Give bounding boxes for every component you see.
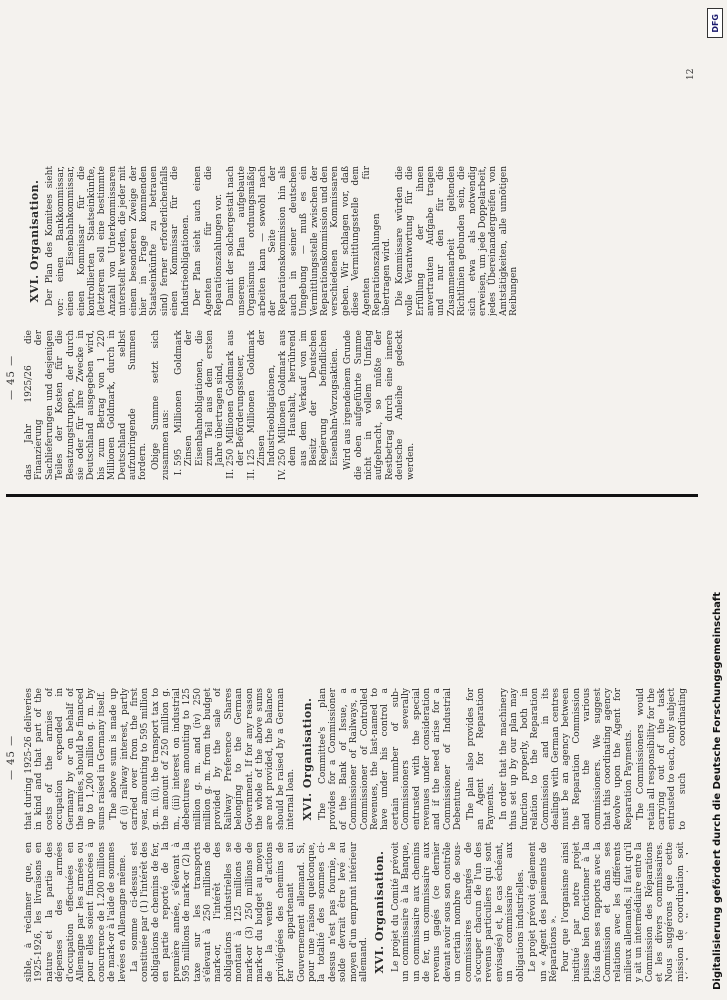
- german-paragraph-2: Obige Summe setzt sich zusammen aus:: [150, 330, 172, 480]
- list-item: IV. 250 Millionen Goldmark aus dem Haushalt, herrührend aus dem Verkauf von im Besitz der Deutschen Regierung befindlichen Eisenbahn-Vorzugsaktien.: [278, 330, 340, 466]
- english-heading: XVI. Organisation.: [300, 697, 314, 821]
- french-paragraph-2: La somme ci-dessus est constituée par (1) l'intérêt des obligations de chemins de fer, en partie reporté de la première année, s'élevant à 595 millions de mark-or (2) la taxe sur les transports s'élevant à 250 millions de mark-or, l'intérêt des obligations industrielles se montant à 125 millions de mark-or (3) 250 millions de mark-or du budget au moyen de la vente d'actions privilégiées des chemins de fer appartenant au Gouvernement allemand. Si, pour une raison quelconque, la totalité des sommes ci-dessus n'est pas fournie, le solde devrait être levé au moyen d'un emprunt intérieur allemand.: [130, 842, 369, 982]
- english-paragraph-4: The plan also provides for an Agent for Reparation Payments.: [465, 688, 497, 830]
- english-paragraph-5: In order that the machinery thus set up by our plan may function properly, both in relation to the Reparation Commission and in its dealings with German centres must be an agency between the Reparation Commission and the various commissioners. We suggest that this coordinating agency devolve upon the Agent for Reparation Payments.: [498, 688, 634, 830]
- french-paragraph-3: Le projet du Comité prévoit un commissaire à la Banque, un commissaire aux chemins de fer, un commissaire aux revenus gagés (ce dernier devant avoir sous son contrôle un certain nombre de sous-commissaires chargés de s'occuper chacun de l'un des revenus particuliers qui sont envisagés) et, le cas échéant, un commissaire aux obligations industrielles.: [390, 842, 526, 982]
- dfg-logo-text: DFG: [710, 13, 720, 33]
- english-column: [24, 688, 688, 830]
- german-paragraph-7: Die Kommissare würden die volle Verantwortung für die Erfüllung der ihnen anvertrauten Aufgabe tragen und nur den für die Zusammenarbeit geltenden Richtlinien gebunden sein, die sich etwa als notwendig erweisen, um jede Doppelarbeit, jedes Übereinandergreifen von Amtstätigkeiten, alle unnötigen Reibungen: [394, 166, 520, 316]
- french-heading: XVI. Organisation.: [373, 850, 387, 974]
- french-intro: sible, à réclamer que, en 1925-1926, les livraisons en nature et la partie des dépenses des armées d'occupation effectuées en Allemagne par les armées ou pour elles soient financées à concurrence de 1.200 millions de mark-or à l'aide de sommes levées en Allemagne même.: [24, 842, 128, 982]
- german-heading: XVI. Organisation.: [28, 179, 41, 303]
- right-page-header: — 45 —: [6, 354, 17, 400]
- english-paragraph-6: The Commissioners would retain all responsibility for the carrying out of the task entrusted to each, only subject to such coordinating: [636, 688, 688, 830]
- german-column-1: [24, 330, 688, 480]
- english-paragraph-2: The above sum is made up of (i) railway interest, partly carried over from the first year, amounting to 595 million g. m. (ii), the transport tax to the amount of 250 million g. m., (iii) interest on industrial debentures amounting to 125 million g. m. and (iv) 250 million g. m. from the budget provided by the sale of Railway Preference Shares belonging to the German Government. If for any reason the whole of the above sums are not provided, the balance should be raised by a German internal loan.: [109, 688, 297, 830]
- page-fold-divider: [6, 494, 698, 497]
- english-intro: that during 1925-26 deliveries in kind and that part of the costs of the armies of occupation expended in Germany by or on behalf of the armies, should be financed up to 1,200 million g. m. by sums raised in Germany itself.: [24, 688, 107, 830]
- left-page-header: — 45 —: [6, 734, 17, 780]
- english-paragraph-3: The Committee's plan provides for a Commissioner of the Bank of Issue, a Commissioner of Railways, a Commissioner of Controlled Revenues, the last-named to have under his control a certain number of sub-Commissioners severally entrusted with the special revenues under consideration and if the need arise for a Commissioner of Industrial Debenture.: [317, 688, 464, 830]
- list-item: I. 595 Millionen Goldmark Zinsen der Eisenbahnobligationen, die zum Teil aus dem ersten Jahre übertragen sind,: [174, 330, 226, 466]
- french-paragraph-5: Pour que l'organisme ainsi institué par notre projet puisse bien fonctionner à la fois dans ses rapports avec la Commission et dans ses relations avec les différents milieux allemands, il faut qu'il y ait un intermédiaire entre la Commission des Réparations et les divers commissaires. Nous suggérons que cette mission de coordination soit: [561, 842, 686, 982]
- german-column-2: [24, 166, 688, 316]
- german-sum-list: [174, 330, 341, 480]
- german-paragraph-1: das Jahr 1925/26 die Finanzierung der Sachlieferungen und desjenigen Teiles der Kosten für die Besatzungstruppen, der durch sie oder für ihre Zwecke in Deutschland ausgegeben wird, bis zum Betrag von 1 220 Millionen Goldmark, durch in Deutschland selbst aufzubringende Summen fordern.: [24, 330, 149, 480]
- german-paragraph-3: Wird aus irgendeinem Grunde die oben aufgeführte Summe nicht in vollem Umfang aufgebracht, so müßte der Restbetrag durch eine innere deutsche Anleihe gedeckt werden.: [343, 330, 416, 480]
- page-number: 12: [686, 68, 696, 80]
- list-item: III. 125 Millionen Goldmark Zinsen der Industrieobligationen,: [247, 330, 278, 466]
- german-paragraph-6: Damit der solchergestalt nach unserem Plan aufgebaute Organismus ordnungsmäßig arbeiten kann — sowohl nach der Seite der Reparationskommission hin als auch in seiner deutschen Umgebung — muß es ein Vermittlungsstelle zwischen der Reparationskommission und den verschiedenen Kommissaren geben. Wir schlagen vor, daß diese Vermittlungsstelle dem Agenten für Reparationszahlungen übertragen wird.: [226, 166, 393, 316]
- list-item: II. 250 Millionen Goldmark aus der Beförderungssteuer,: [226, 330, 247, 466]
- digitization-credit: Digitalisierung gefördert durch die Deutsche Forschungsgemeinschaft: [712, 592, 723, 990]
- german-paragraph-5: Der Plan sieht auch einen Agenten für die Reparationszahlungen vor.: [193, 166, 224, 316]
- dfg-logo: [707, 8, 723, 38]
- german-paragraph-4: Der Plan des Komitees sieht vor: einen Bankkommissar, einen Eisenbahnkommissar, einen Kommissar für die kontrollierten Staatseinkünfte, (letzterem soll eine bestimmte Anzahl von Unterkommissaren unterstellt werden, die jeder mit einem besonderen Zweige der hier in Frage kommenden Staatseinkünfte zu betrauen sind) ferner erforderlichenfalls einen Kommissar für die Industrieobligationen.: [45, 166, 191, 316]
- french-column: [24, 842, 688, 982]
- french-paragraph-4: Le projet prévoit également un « Agent des paiements de Réparations ».: [528, 842, 559, 982]
